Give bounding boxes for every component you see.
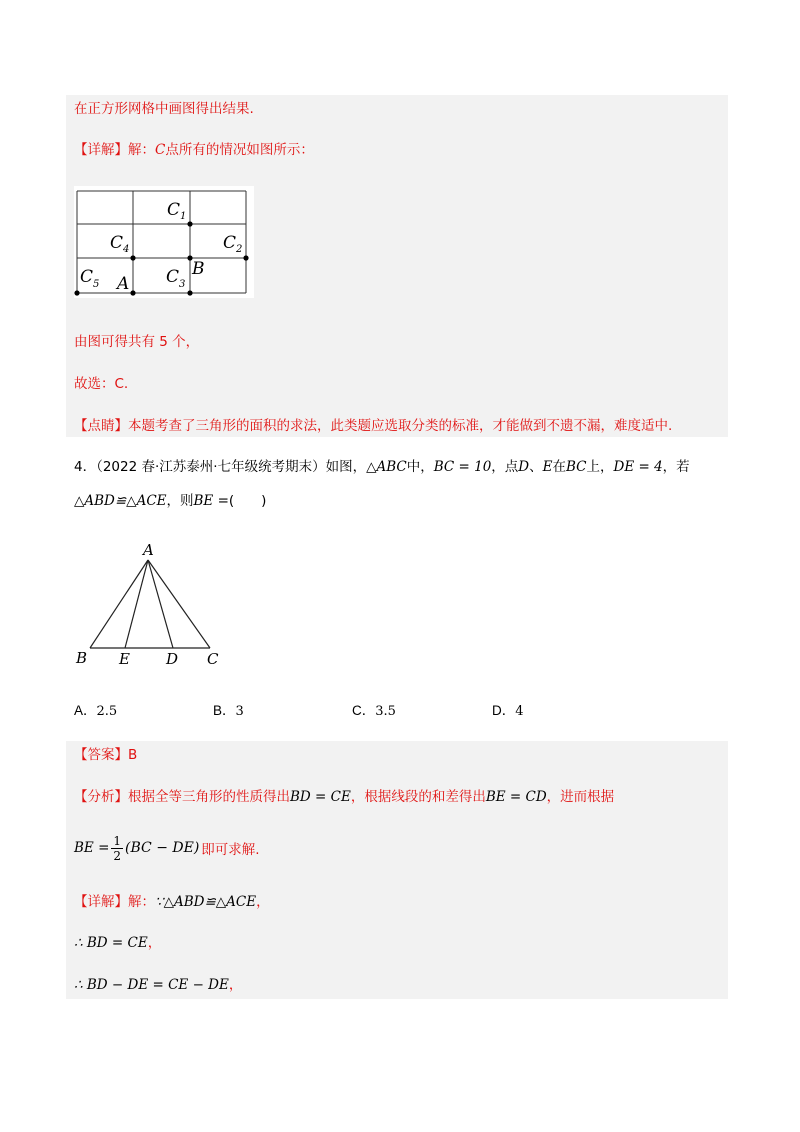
q-text-6: ，若	[662, 459, 690, 475]
step-1	[74, 934, 161, 952]
detail-text-a: 解：	[128, 142, 155, 158]
label-c4-sub: 4	[123, 244, 130, 255]
result-line: 由图可得共有 5 个，	[74, 334, 200, 350]
q-text-2: ，点	[491, 459, 519, 475]
q-text-8: ( )	[228, 493, 267, 509]
comma-1: ，	[256, 894, 270, 910]
formula-lhs: BE =	[74, 840, 110, 856]
be-eq-cd: BE = CD	[485, 789, 547, 805]
be-eq: BE =	[193, 493, 229, 509]
analysis-b: ，根据线段的和差得出	[350, 789, 486, 805]
congruent-statement: △ABD≌△ACE	[74, 493, 167, 509]
label-c2: C	[223, 233, 237, 253]
step-1-math: ∴ BD = CE	[74, 935, 148, 951]
q-text-7: ，则	[166, 493, 194, 509]
segment-bc: BC	[565, 459, 587, 475]
question-line-2	[74, 492, 266, 510]
fraction-denominator: 2	[113, 848, 122, 863]
bc-eq: BC = 10	[433, 459, 492, 475]
option-d-letter: D．	[492, 703, 516, 718]
point-c5	[74, 290, 79, 295]
label-c5: C	[80, 267, 94, 287]
point-d: D	[518, 459, 530, 475]
label-E: E	[119, 650, 130, 668]
detail-tag: 【详解】	[74, 142, 128, 158]
label-c1: C	[167, 200, 181, 220]
q-text-1: 中，	[406, 459, 434, 475]
tri-abc: △ABC	[366, 459, 407, 475]
formula-tail: 即可求解.	[201, 842, 260, 858]
triangle-figure	[74, 540, 234, 670]
label-c3: C	[166, 267, 180, 287]
de-eq: DE = 4	[613, 459, 663, 475]
question-line-1	[74, 458, 690, 476]
point-c3	[187, 290, 192, 295]
question-number: 4．	[74, 459, 97, 475]
analysis-c: ，进而根据	[546, 789, 615, 805]
detail2-text: 解：	[128, 894, 155, 910]
option-c[interactable]	[352, 702, 396, 721]
q-text-3: 、	[529, 459, 543, 475]
point-c1	[187, 221, 192, 226]
label-a: A	[117, 274, 130, 294]
label-c3-sub: 3	[179, 279, 186, 290]
step-2-math: ∴ BD − DE = CE − DE	[74, 977, 229, 993]
point-c4	[130, 255, 135, 260]
answer-line	[74, 746, 137, 764]
choice-line: 故选：C.	[74, 376, 129, 392]
detail-line	[74, 141, 314, 159]
detail2-line	[74, 893, 270, 911]
option-d-value: 4	[515, 704, 524, 719]
label-A: A	[143, 541, 154, 559]
option-a-value: 2.5	[96, 704, 118, 719]
comment-line	[74, 417, 672, 435]
point-e: E	[542, 459, 553, 475]
label-b: B	[192, 259, 205, 279]
detail2-tag: 【详解】	[74, 894, 128, 910]
option-c-letter: C．	[352, 703, 376, 718]
option-a-letter: A．	[74, 703, 97, 718]
fraction-numerator: 1	[113, 833, 122, 848]
formula-line	[74, 830, 260, 866]
comma-3: ，	[228, 977, 243, 993]
label-B: B	[76, 649, 88, 667]
answer-value: B	[128, 747, 138, 763]
comma-2: ，	[147, 935, 162, 951]
label-c1-sub: 1	[180, 211, 187, 222]
option-b[interactable]	[213, 702, 244, 721]
comment-text: 本题考查了三角形的面积的求法，此类题应选取分类的标准，才能做到不遗不漏，难度适中.	[128, 418, 673, 434]
fraction-half	[111, 834, 123, 863]
point-c2	[243, 255, 248, 260]
option-b-value: 3	[235, 704, 244, 719]
solution-block-2	[66, 741, 728, 999]
option-a[interactable]	[74, 702, 117, 721]
q-text-4: 在	[552, 459, 566, 475]
detail-var: C	[155, 142, 166, 158]
detail-text-b: 点所有的情况如图所示：	[165, 142, 314, 158]
label-c4: C	[110, 233, 124, 253]
point-a	[130, 290, 135, 295]
option-c-value: 3.5	[375, 704, 396, 719]
label-c2-sub: 2	[236, 244, 243, 255]
label-D: D	[166, 650, 179, 668]
since-statement: ∵△ABD≌△ACE	[155, 894, 257, 910]
grid-figure	[74, 186, 254, 298]
label-C: C	[207, 650, 219, 668]
question-source: （2022 春·江苏泰州·七年级统考期末）如图，	[96, 459, 367, 475]
analysis-line	[74, 788, 614, 806]
answer-tag: 【答案】	[74, 747, 128, 763]
option-b-letter: B．	[213, 703, 236, 718]
formula-rhs: (BC − DE)	[125, 840, 200, 856]
solution-line-1: 在正方形网格中画图得出结果.	[74, 101, 254, 117]
label-c5-sub: 5	[93, 279, 100, 290]
q-text-5: 上，	[586, 459, 614, 475]
option-d[interactable]	[492, 702, 524, 721]
comment-tag: 【点睛】	[74, 418, 128, 434]
step-2	[74, 976, 242, 994]
bd-eq-ce: BD = CE	[290, 789, 351, 805]
analysis-a: 根据全等三角形的性质得出	[128, 789, 290, 805]
analysis-tag: 【分析】	[74, 789, 128, 805]
